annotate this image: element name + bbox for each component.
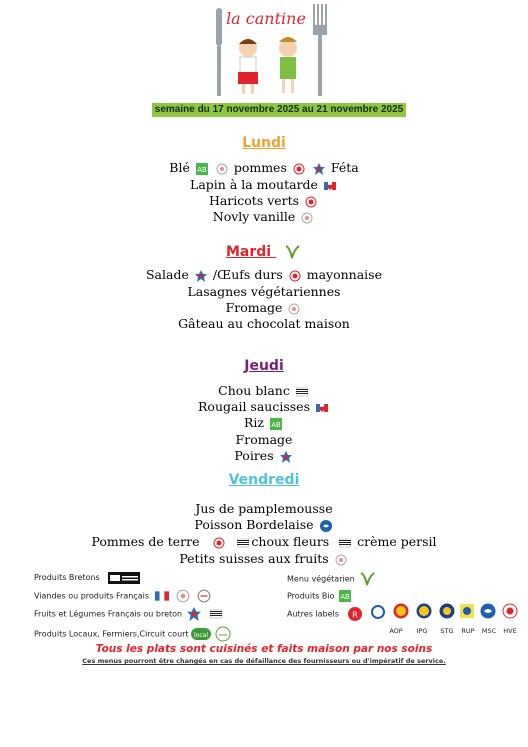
dish-salade: Salade (145, 267, 189, 282)
bio-icon (196, 163, 208, 175)
dish-jeudi-1 (0, 383, 528, 399)
leaf-icon (284, 244, 300, 260)
dish-jeudi-2 (0, 399, 528, 415)
legend-locaux (34, 626, 232, 642)
fruit-icon (335, 554, 347, 566)
produit-breton-logo-icon (108, 572, 140, 584)
dish-fromage: Fromage (225, 300, 283, 315)
bio-icon (270, 418, 282, 430)
svg-text:AB: AB (271, 420, 281, 429)
dish-jeudi-5 (0, 448, 528, 464)
stg-icon (439, 603, 455, 619)
legend-autres (287, 607, 364, 622)
svg-text:AB: AB (197, 165, 207, 174)
label-msc: MSC (481, 627, 497, 635)
dish-lundi-3 (0, 193, 528, 209)
fruit-icon (176, 589, 190, 603)
fruits-legumes-icon (195, 270, 207, 282)
mardi-label: Mardi (226, 244, 272, 260)
la-cantine-logo (208, 2, 332, 98)
footer-disclaimer: Ces menus pourront être changés en cas de défaillance des fournisseurs ou d'impératif de service. (82, 657, 446, 665)
dish-lundi-4 (0, 209, 528, 225)
dish-gateau: Gâteau au chocolat maison (178, 316, 350, 331)
dish-haricots: Haricots verts (208, 193, 300, 208)
logo-text: la cantine (226, 9, 306, 28)
svg-text:AB: AB (340, 593, 350, 601)
label-quality-icon (371, 605, 385, 619)
dish-lapin: Lapin à la moutarde (190, 177, 318, 192)
dish-jeudi-4 (0, 432, 528, 448)
label-rup: RUP (461, 627, 475, 635)
aop-icon (393, 603, 409, 619)
label-stg: STG (440, 627, 454, 635)
legend-francais-label: Viandes ou produits Français (34, 591, 149, 601)
dish-lundi-1 (0, 160, 528, 176)
legend-francais (34, 589, 213, 604)
legend-autres-label: Autres labels (287, 609, 339, 619)
label-rouge-icon (348, 607, 362, 621)
msc-icon (320, 520, 332, 532)
bienvenue-ferme-icon (214, 626, 232, 642)
dish-poisson: Poisson Bordelaise (194, 517, 314, 532)
dish-vendredi-1 (0, 501, 528, 517)
week-banner: semaine du 17 novembre 2025 au 21 novembre 2025 (152, 103, 406, 117)
viande-francaise-icon (316, 402, 328, 414)
dish-lasagnes: Lasagnes végétariennes (187, 284, 341, 299)
svg-text:R: R (351, 609, 358, 620)
fruits-legumes-icon (280, 451, 292, 463)
dish-mardi-3 (0, 300, 528, 316)
label-aop: AOP (389, 627, 403, 635)
day-title-vendredi: Vendredi (228, 472, 300, 488)
label-igp: IPG (416, 627, 428, 635)
dish-oeufs: /Œufs durs (212, 267, 283, 282)
day-title-mardi (0, 244, 528, 260)
legend-bio (287, 589, 353, 604)
viande-francaise-icon (154, 589, 170, 603)
fruit-icon (216, 163, 228, 175)
dish-chou: Chou blanc (218, 383, 290, 398)
dish-feta: Féta (330, 160, 359, 175)
dish-lundi-2 (0, 177, 528, 193)
dish-novly: Novly vanille (212, 209, 296, 224)
hve-icon (502, 603, 518, 619)
leaf-icon (359, 571, 375, 587)
dish-pommes: pommes (233, 160, 287, 175)
dish-ble: Blé (169, 160, 190, 175)
hve-icon (305, 196, 317, 208)
dish-mayonnaise: mayonnaise (306, 267, 382, 282)
dish-poires: Poires (234, 448, 274, 463)
fruits-legumes-icon (313, 163, 325, 175)
legend-fruits-label: Fruits et Légumes Français ou breton (34, 609, 183, 619)
day-title-jeudi: Jeudi (244, 358, 284, 374)
dish-mardi-4 (0, 316, 528, 332)
dish-petits-suisses: Petits suisses aux fruits (179, 551, 329, 566)
dish-mardi-1 (0, 267, 528, 283)
bretagne-flag-icon (237, 537, 249, 549)
dish-creme-persil: crème persil (357, 534, 437, 549)
bretagne-flag-icon (296, 386, 308, 398)
rup-icon (459, 603, 475, 619)
legend-fruits (34, 607, 227, 622)
dish-vendredi-3 (0, 534, 528, 550)
bio-icon (339, 589, 351, 603)
day-title-lundi: Lundi (242, 135, 286, 151)
dish-rougail: Rougail saucisses (198, 399, 310, 414)
footer-subtitle: Tous les plats sont cuisinés et faits maison par nos soins (95, 643, 433, 655)
legend-bio-label: Produits Bio (287, 591, 335, 601)
dish-mardi-2 (0, 284, 528, 300)
dish-vendredi-2 (0, 517, 528, 533)
legend-vege-label: Menu végétarien (287, 574, 355, 584)
hve-icon (293, 163, 305, 175)
dish-fromage-jeudi: Fromage (235, 432, 293, 447)
dish-pommes-de-terre: Pommes de terre (91, 534, 200, 549)
dish-jus: Jus de pamplemousse (195, 501, 333, 516)
fruit-icon (301, 212, 313, 224)
bretagne-flag-icon (207, 608, 225, 620)
igp-icon (416, 603, 432, 619)
dish-riz: Riz (244, 415, 264, 430)
viande-francaise-icon (324, 180, 336, 192)
local-icon (191, 628, 211, 640)
legend-vege (287, 571, 377, 587)
svg-text:local: local (194, 632, 209, 639)
hve-icon (213, 537, 225, 549)
dish-choux-fleurs: choux fleurs (251, 534, 330, 549)
fruits-legumes-icon (187, 607, 201, 621)
hve-icon (289, 270, 301, 282)
label-hve: HVE (503, 627, 517, 635)
fruit-icon (288, 303, 300, 315)
label-rouge-icon (197, 589, 211, 603)
dish-vendredi-4 (0, 551, 528, 567)
legend-locaux-label: Produits Locaux, Fermiers,Circuit court (34, 629, 189, 639)
legend-bretons (34, 571, 140, 585)
dish-jeudi-3 (0, 415, 528, 431)
legend-bretons-label: Produits Bretons (34, 573, 100, 582)
msc-icon (480, 603, 496, 619)
bretagne-flag-icon (339, 537, 351, 549)
